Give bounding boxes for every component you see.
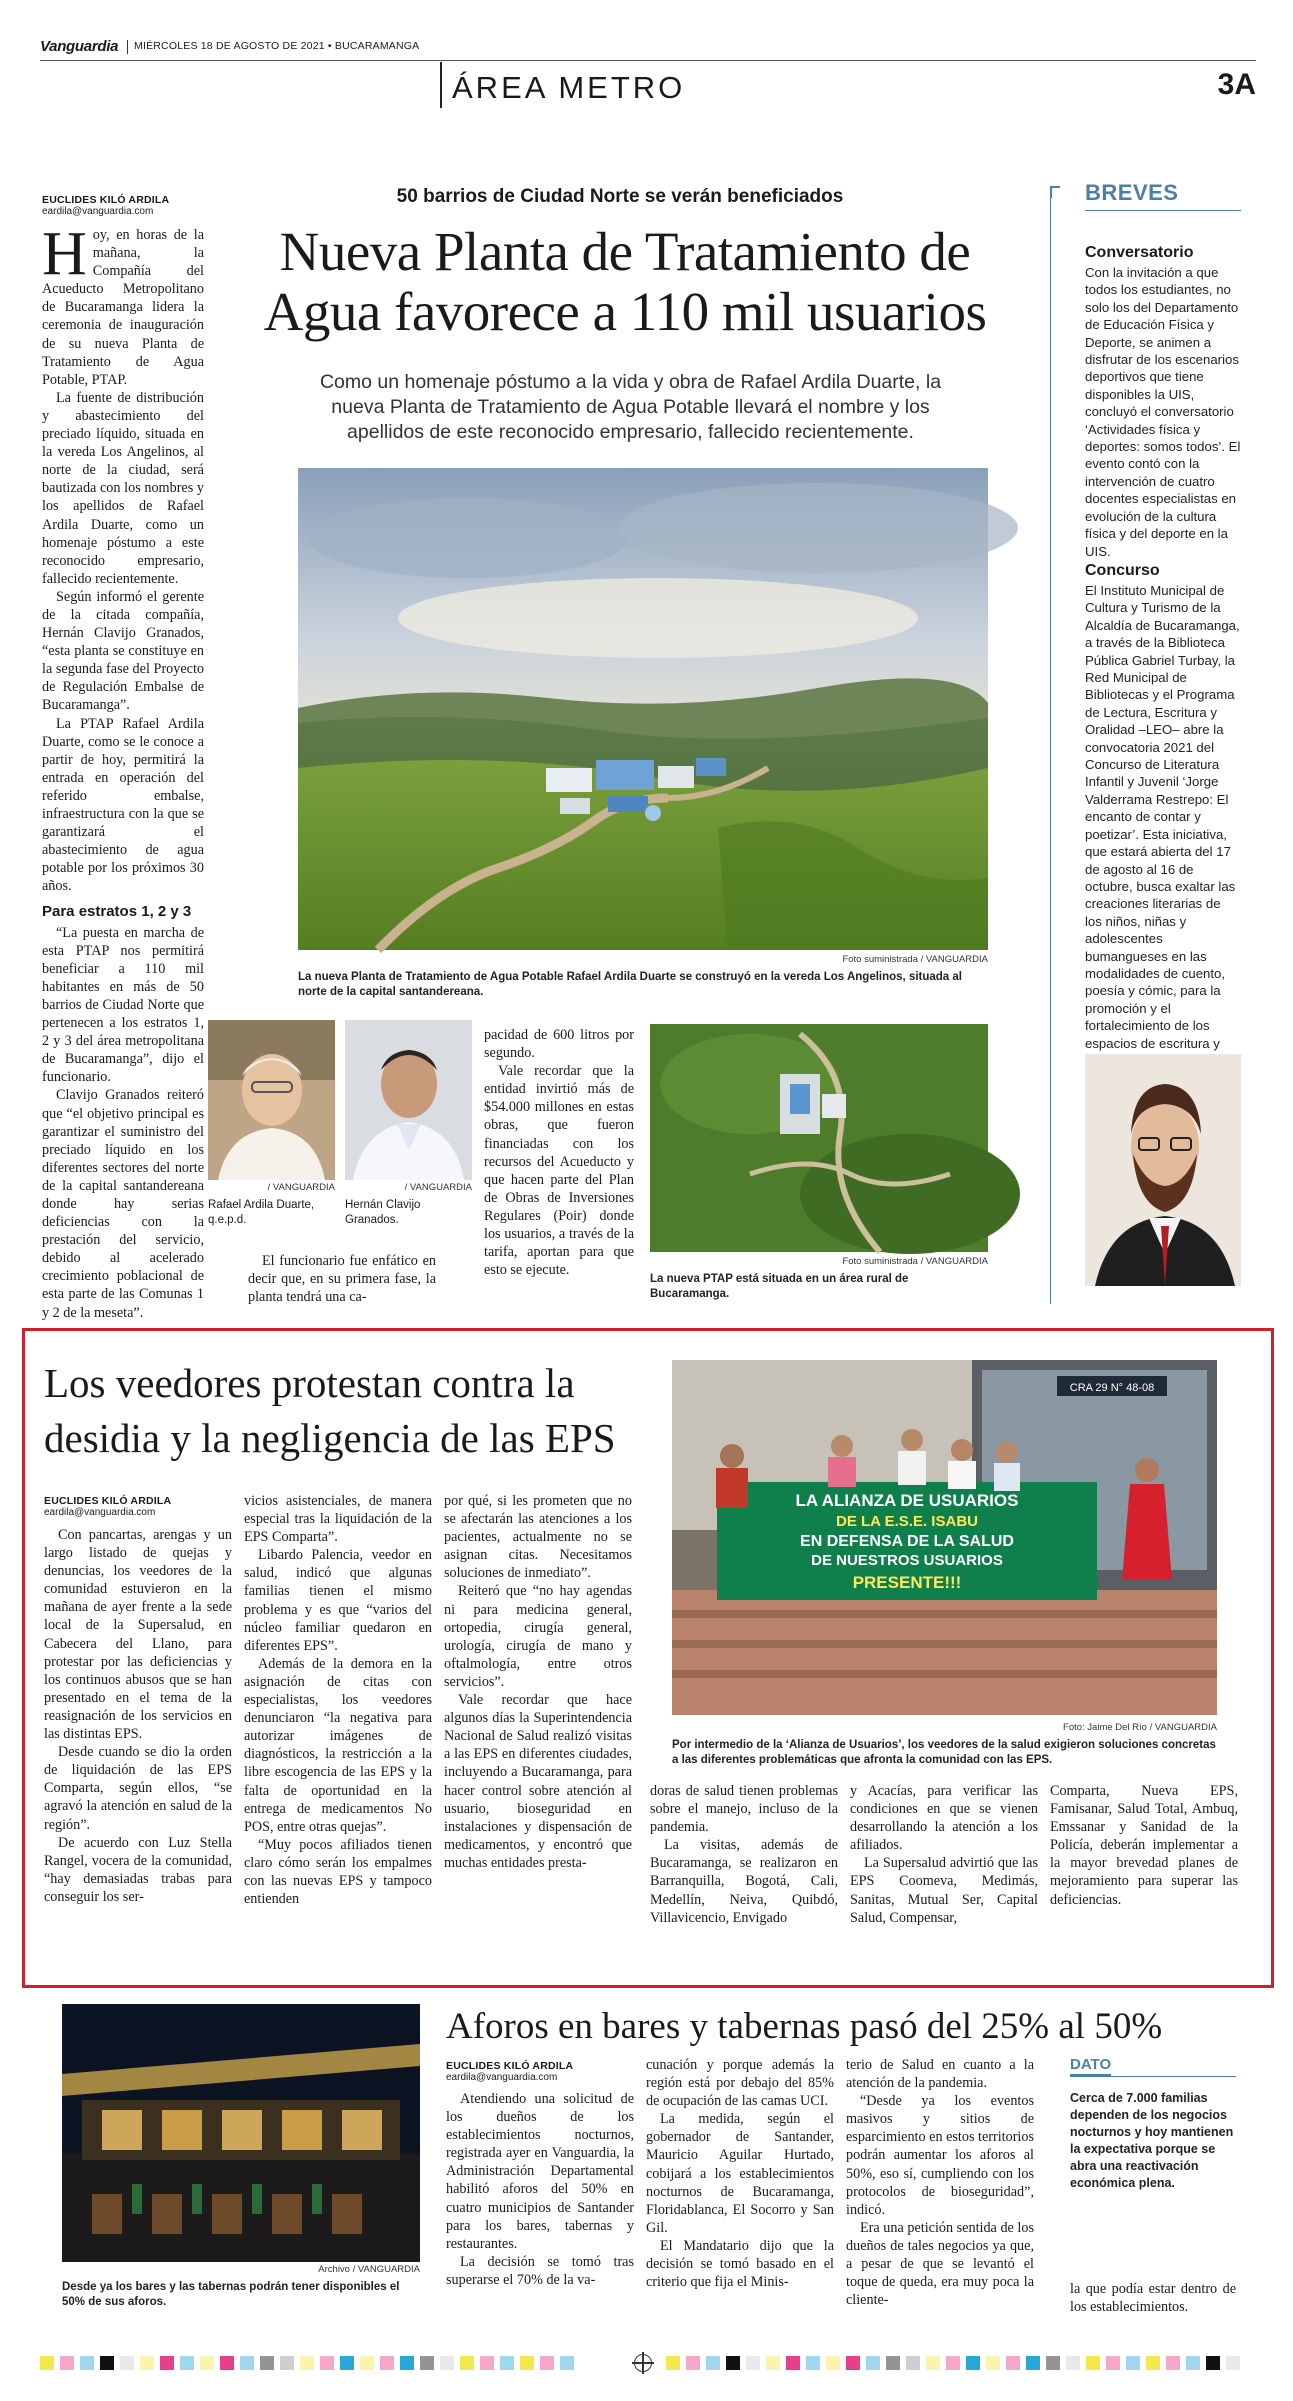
- breves-item-conversatorio: [1085, 244, 1241, 560]
- masthead-rule-h: [40, 60, 1256, 61]
- color-swatch: [300, 2356, 314, 2370]
- veedores-paragraph: Libardo Palencia, veedor en salud, indicó que algunas familias tienen el mismo problema y es que “varios del núcleo familiar quedaron en diferentes EPS”.: [244, 1547, 432, 1654]
- lead-paragraph: oy, en horas de la mañana, la Compañía del Acueducto Metropolitano de Bucaramanga lidera la ceremonia de inauguración de su nueva Planta de Tratamiento de Agua Potable, PTAP.: [42, 227, 204, 388]
- banner-line-5: PRESENTE!!!: [852, 1573, 962, 1592]
- color-swatch: [60, 2356, 74, 2370]
- breves-item-text: Con la invitación a que todos los estudiantes, no solo los del Departamento de Educación Física y Deporte, se animen a disfrutar de los escenarios deportivos que tiene disponibles la UIS, concluyó el conversatorio ‘Actividades física y deportes: somos todos’. El evento contó con la intervención de cuatro docentes especialistas en evolución de la cultura física y del deporte en la UIS.: [1085, 265, 1241, 559]
- breves-portrait-image: [1085, 1054, 1241, 1286]
- byline-name: EUCLIDES KILÓ ARDILA: [42, 194, 170, 206]
- aforos-headline: Aforos en bares y tabernas pasó del 25% al 50%: [446, 2006, 1163, 2047]
- veedores-paragraph: doras de salud tienen problemas sobre el manejo, incluso de la pandemia.: [650, 1783, 838, 1836]
- breves-bracket-top: [1050, 186, 1060, 198]
- aerial-small-image: [650, 1024, 988, 1252]
- aforos-paragraph: la que podía estar dentro de los establecimientos.: [1070, 2281, 1236, 2316]
- veedores-paragraph: Desde cuando se dio la orden de liquidación de las EPS Comparta, según ellos, “se agravó la atención en salud de la región”.: [44, 1744, 232, 1833]
- color-swatch: [926, 2356, 940, 2370]
- headline-line-1: Los veedores protestan contra la: [44, 1360, 575, 1406]
- color-swatch: [1086, 2356, 1100, 2370]
- color-swatch: [1146, 2356, 1160, 2370]
- color-swatch: [200, 2356, 214, 2370]
- veedores-column-2: [244, 1492, 432, 1958]
- veedores-paragraph: Comparta, Nueva EPS, Famisanar, Salud Total, Ambuq, Emssanar y Sanidad de la Policía, deberán implementar a la mayor brevedad planes de mejoramiento para superar las deficiencias.: [1050, 1783, 1238, 1908]
- lead-paragraph: El funcionario fue enfático en decir que, en su primera fase, la planta tendrá una ca-: [248, 1253, 436, 1306]
- aforos-photo-credit: Archivo / VANGUARDIA: [318, 2264, 420, 2275]
- portrait-ardila-image: [208, 1020, 335, 1180]
- lead-paragraph: Según informó el gerente de la citada compañía, Hernán Clavijo Granados, “esta planta se constituye en la segunda fase del Proyecto de Regulación Embalse de Bucaramanga”.: [42, 588, 204, 714]
- color-swatch: [1206, 2356, 1220, 2370]
- lead-paragraph: La fuente de distribución y abastecimiento del preciado líquido, situada en la vereda Los Angelinos, al norte de la ciudad, será bautizada con los nombres y los apellidos de Rafael Ardila Duarte, como un homenaje póstumo a este reconocido empresario, fallecido recientemente.: [42, 389, 204, 587]
- breves-title-underline: [1085, 210, 1241, 211]
- color-swatch: [120, 2356, 134, 2370]
- veedores-photo: [672, 1360, 1217, 1715]
- brand-logo: Vanguardia: [40, 38, 119, 55]
- aforos-photo-caption: Desde ya los bares y las tabernas podrán tener disponibles el 50% de sus aforos.: [62, 2281, 400, 2308]
- color-swatch: [906, 2356, 920, 2370]
- color-swatch: [666, 2356, 680, 2370]
- color-swatch: [220, 2356, 234, 2370]
- veedores-paragraph: Reiteró que “no hay agendas ni para medicina general, ortopedia, cirugía general, urología, cirugía de mano y oftalmología, entre otros servicios”.: [444, 1583, 632, 1690]
- veedores-paragraph: vicios asistenciales, de manera especial tras la liquidación de la EPS Comparta”.: [244, 1493, 432, 1546]
- color-swatch: [160, 2356, 174, 2370]
- lead-paragraph: La PTAP Rafael Ardila Duarte, como se le conoce a partir de hoy, permitirá la entrada en operación del referido embalse, infraestructura con la que se garantizará el abastecimiento de agua potable por los próximos 30 años.: [42, 715, 204, 895]
- protest-image: [672, 1360, 1217, 1715]
- color-swatch: [946, 2356, 960, 2370]
- lead-paragraph: “La puesta en marcha de esta PTAP nos permitirá beneficiar a 110 mil habitantes en más de 50 barrios de Ciudad Norte que pertenecen a los estratos 1, 2 y 3 del área metropolitana de Bucaramanga”, dijo el funcionario.: [42, 924, 204, 1086]
- veedores-paragraph: Además de la demora en la asignación de citas con especialistas, los veedores denunciaron “la negativa para autorizar imágenes de diagnósticos, la restricción a la libre escogencia de las EPS y la falta de oportunidad en la entrega de medicamentos No POS, entre otras quejas”.: [244, 1655, 432, 1835]
- veedores-column-3: [444, 1492, 632, 1958]
- color-swatch: [540, 2356, 554, 2370]
- aforos-paragraph: La medida, según el gobernador de Santander, Mauricio Aguilar Hurtado, cobijará a los establecimientos nocturnos de Bucaramanga, Floridablanca, El Socorro y San Gil.: [646, 2111, 834, 2236]
- veedores-paragraph: Vale recordar que hace algunos días la Superintendencia Nacional de Salud realizó visitas a las EPS en diferentes ciudades, incluyendo a Bucaramanga, para hacer control sobre atención al usuario, bioseguridad en instalaciones y dispensación de medicamentos, y encontró que muchas entidades presta-: [444, 1692, 632, 1871]
- color-swatch: [706, 2356, 720, 2370]
- color-swatch: [400, 2356, 414, 2370]
- color-swatch: [560, 2356, 574, 2370]
- veedores-paragraph: De acuerdo con Luz Stella Rangel, vocera de la comunidad, “hay demasiadas trabas para conseguir los ser-: [44, 1834, 232, 1905]
- color-swatch: [360, 2356, 374, 2370]
- color-swatch: [420, 2356, 434, 2370]
- color-swatch: [480, 2356, 494, 2370]
- lead-paragraph: Vale recordar que la entidad invirtió más de $54.000 millones en estas obras, que fueron financiadas con los recursos del Acueducto y que hacen parte del Plan de Obras de Inversiones Regulares (Poir) donde los usuarios, a través de la tarifa, aportan para que esto se ejecute.: [484, 1063, 634, 1279]
- lead-deck: Como un homenaje póstumo a la vida y obra de Rafael Ardila Duarte, la nueva Planta de Tratamiento de Agua Potable llevará el nombre y los apellidos de este reconocido empresario, fallecido recientemente.: [319, 371, 942, 443]
- dato-rule: [1070, 2076, 1236, 2077]
- color-swatch: [806, 2356, 820, 2370]
- breves-item-text: El Instituto Municipal de Cultura y Turismo de la Alcaldía de Bucaramanga, a través de la Biblioteca Pública Gabriel Turbay, la Red Municipal de Bibliotecas y el Programa de Lectura, Escritura y Oralidad –LEO– abre la convocatoria 2021 del Concurso de Literatura Infantil y Juvenil ‘Jorge Valderrama Restrepo: El encanto de contar y poetizar’. Esta iniciativa, que estará abierta del 17 de agosto al 16 de octubre, busca exaltar las creaciones literarias de los niños, niñas y adolescentes bumangueses en las modalidades de cuento, poesía y cómic, para la promoción y el fortalecimiento de los espacios de escritura y: [1085, 583, 1240, 1051]
- lead-small-photo: [650, 1024, 988, 1252]
- color-swatch: [1046, 2356, 1060, 2370]
- color-swatch: [440, 2356, 454, 2370]
- portrait-ardila-credit: / VANGUARDIA: [267, 1182, 335, 1193]
- veedores-paragraph: por qué, si les prometen que no se afectarán las atenciones a los pacientes, actualmente no se asignan citas. Necesitamos soluciones de inmediato”.: [444, 1493, 632, 1582]
- color-swatch: [966, 2356, 980, 2370]
- veedores-column-6: [1050, 1782, 1238, 1958]
- color-swatch: [180, 2356, 194, 2370]
- dato-title: DATO: [1070, 2056, 1111, 2076]
- aforos-paragraph: Atendiendo una solicitud de los dueños de los establecimientos nocturnos, registrada ayer en Vanguardia, la Administración Departamental habilitó aforos del 50% en cuatro municipios de Santander para los bares, tabernas y restaurantes.: [446, 2091, 634, 2252]
- banner-line-2: DE LA E.S.E. ISABU: [836, 1513, 978, 1530]
- portrait-clavijo-caption: Hernán Clavijo Granados.: [345, 1199, 421, 1226]
- aforos-photo: [62, 2004, 420, 2262]
- byline-email: eardila@vanguardia.com: [42, 206, 154, 217]
- veedores-photo-caption: Por intermedio de la ‘Alianza de Usuarios’, los veedores de la salud exigieron soluciones concretas a las diferentes problemáticas que afronta la comunidad con las EPS.: [672, 1739, 1216, 1766]
- veedores-paragraph: La Supersalud advirtió que las EPS Coomeva, Medimás, Sanitas, Mutual Ser, Capital Salud, Compensar,: [850, 1855, 1038, 1926]
- headline-line-1: Nueva Planta de Tratamiento de: [279, 221, 971, 282]
- color-swatch: [1166, 2356, 1180, 2370]
- banner-line-4: DE NUESTROS USUARIOS: [811, 1552, 1003, 1569]
- registration-mark-icon-cross: [632, 2362, 654, 2364]
- veedores-column-1: [44, 1526, 232, 1956]
- lead-column-3: [484, 1026, 634, 1316]
- veedores-headline: [44, 1356, 684, 1466]
- color-swatch: [500, 2356, 514, 2370]
- page-number: 3A: [1217, 68, 1256, 101]
- aforos-column-4: [1070, 2280, 1236, 2320]
- veedores-column-4: [650, 1782, 838, 1958]
- color-swatch: [320, 2356, 334, 2370]
- color-swatch: [846, 2356, 860, 2370]
- color-swatch: [1126, 2356, 1140, 2370]
- color-swatch: [1066, 2356, 1080, 2370]
- color-swatch: [746, 2356, 760, 2370]
- aforos-column-3: [846, 2056, 1034, 2316]
- color-swatch: [80, 2356, 94, 2370]
- color-swatch: [280, 2356, 294, 2370]
- color-swatch: [986, 2356, 1000, 2370]
- color-swatch: [240, 2356, 254, 2370]
- color-swatches-right: [666, 2356, 1256, 2370]
- lead-paragraph: Clavijo Granados reiteró que “el objetivo principal es garantizar el suministro del preciado líquido en los diferentes sectores del norte de la capital santandereana donde hay serias deficiencias con la prestación del servicio, debido al acelerado crecimiento poblacional de esta parte de las Comunas 1 y 2 de la meseta”.: [42, 1087, 204, 1321]
- banner-line-1: LA ALIANZA DE USUARIOS: [795, 1491, 1019, 1510]
- aforos-column-2: [646, 2056, 834, 2316]
- color-swatch: [40, 2356, 54, 2370]
- color-swatch: [380, 2356, 394, 2370]
- breves-title: BREVES: [1085, 180, 1179, 205]
- aforos-column-1: [446, 2090, 634, 2316]
- lead-byline: [42, 194, 192, 218]
- color-swatch: [260, 2356, 274, 2370]
- byline-name: EUCLIDES KILÓ ARDILA: [44, 1495, 172, 1507]
- aforos-paragraph: La decisión se tomó tras superarse el 70% de la va-: [446, 2253, 634, 2288]
- lead-photo-credit: Foto suministrada / VANGUARDIA: [842, 954, 988, 965]
- banner-line-3: EN DEFENSA DE LA SALUD: [800, 1533, 1014, 1550]
- color-swatch: [786, 2356, 800, 2370]
- portrait-clavijo-credit: / VANGUARDIA: [404, 1182, 472, 1193]
- street-sign-text: CRA 29 N° 48-08: [1069, 1382, 1155, 1394]
- bar-night-image: [62, 2004, 420, 2262]
- color-swatches-left: [40, 2356, 580, 2370]
- color-swatch: [866, 2356, 880, 2370]
- dateline: MIÉRCOLES 18 DE AGOSTO DE 2021 • BUCARAMANGA: [134, 40, 420, 52]
- lead-kicker: 50 barrios de Ciudad Norte se verán beneficiados: [396, 186, 844, 207]
- color-swatch: [460, 2356, 474, 2370]
- breves-portrait: [1085, 1054, 1241, 1286]
- color-swatch: [826, 2356, 840, 2370]
- veedores-byline: [44, 1495, 194, 1519]
- aforos-paragraph: El Mandatario dijo que la decisión se tomó basado en el criterio que fija el Minis-: [646, 2237, 834, 2291]
- lead-column-1: [42, 220, 204, 1321]
- color-swatch: [766, 2356, 780, 2370]
- aforos-paragraph: Era una petición sentida de los dueños de tales negocios ya que, a pesar de que se levantó el toque de queda, era muy poca la cliente-: [846, 2219, 1034, 2309]
- veedores-paragraph: “Muy pocos afiliados tienen claro cómo serán los empalmes con las nuevas EPS y tampoco entienden: [244, 1836, 432, 1908]
- breves-rule: [1050, 196, 1051, 1304]
- dato-text: Cerca de 7.000 familias dependen de los negocios nocturnos y hoy mantienen la expectativa porque se abra una reactivación económica plena.: [1070, 2091, 1234, 2190]
- dropcap: H: [42, 220, 87, 288]
- veedores-paragraph: La visitas, además de Bucaramanga, se realizaron en Barranquilla, Bogotá, Cali, Medellín, Neiva, Quibdó, Villavicencio, Envigado: [650, 1837, 838, 1926]
- color-swatch: [1106, 2356, 1120, 2370]
- color-swatch: [340, 2356, 354, 2370]
- section-title: ÁREA METRO: [452, 70, 686, 105]
- lead-main-photo: [298, 468, 988, 950]
- color-swatch: [140, 2356, 154, 2370]
- color-swatch: [520, 2356, 534, 2370]
- portrait-ardila-caption: Rafael Ardila Duarte, q.e.p.d.: [208, 1199, 315, 1226]
- veedores-photo-credit: Foto: Jaime Del Río / VANGUARDIA: [1063, 1722, 1217, 1733]
- lead-small-photo-credit: Foto suministrada / VANGUARDIA: [842, 1256, 988, 1267]
- lead-headline: [215, 222, 1035, 342]
- veedores-column-5: [850, 1782, 1038, 1958]
- breves-item-title: Concurso: [1085, 562, 1160, 579]
- headline-line-2: Agua favorece a 110 mil usuarios: [263, 281, 987, 342]
- aforos-paragraph: cunación y porque además la región está por debajo del 85% de ocupación de las camas UCI.: [646, 2057, 834, 2110]
- color-swatch: [100, 2356, 114, 2370]
- color-swatch: [1186, 2356, 1200, 2370]
- headline-line-2: desidia y la negligencia de las EPS: [44, 1415, 616, 1461]
- color-swatch: [886, 2356, 900, 2370]
- veedores-paragraph: Con pancartas, arengas y un largo listado de quejas y denuncias, los veedores de la comunidad estuvieron en la mañana de ayer frente a la sede local de la Supersalud, en Cabecera del Llano, para protestar por las deficiencias y los continuos abusos que se han presentado en el tema de la reasignación de los servicios en las distintas EPS.: [44, 1527, 232, 1743]
- aerial-plant-image: [298, 468, 988, 950]
- section-divider: [440, 62, 442, 108]
- color-swatch: [1026, 2356, 1040, 2370]
- color-swatch: [1006, 2356, 1020, 2370]
- veedores-paragraph: y Acacías, para verificar las condiciones en que se vienen desarrollando la atención a los afiliados.: [850, 1783, 1038, 1854]
- color-swatch: [686, 2356, 700, 2370]
- masthead: [40, 36, 1256, 116]
- aforos-byline: [446, 2060, 616, 2084]
- portrait-clavijo-image: [345, 1020, 472, 1180]
- masthead-rule-v: [127, 40, 128, 54]
- lead-small-photo-caption: La nueva PTAP está situada en un área rural de Bucaramanga.: [650, 1273, 909, 1300]
- dato-box: [1070, 2056, 1236, 2192]
- byline-email: eardila@vanguardia.com: [44, 1507, 156, 1518]
- breves-item-concurso: [1085, 562, 1241, 1087]
- portrait-ardila: [208, 1020, 335, 1180]
- breves-item-title: Conversatorio: [1085, 244, 1194, 261]
- lead-photo-caption: La nueva Planta de Tratamiento de Agua Potable Rafael Ardila Duarte se construyó en la vereda Los Angelinos, situada al norte de la capital santandereana.: [298, 971, 962, 998]
- aforos-paragraph: terio de Salud en cuanto a la atención de la pandemia.: [846, 2057, 1034, 2092]
- color-swatch: [726, 2356, 740, 2370]
- byline-email: eardila@vanguardia.com: [446, 2072, 558, 2083]
- lead-paragraph: pacidad de 600 litros por segundo.: [484, 1027, 634, 1062]
- aforos-paragraph: “Desde ya los eventos masivos y sitios de esparcimiento en estos territorios podrán aumentar los aforos al 50%, eso sí, cumpliendo con los protocolos de bioseguridad”, indicó.: [846, 2093, 1034, 2218]
- lead-column-2: [248, 1252, 436, 1314]
- portrait-clavijo: [345, 1020, 472, 1180]
- byline-name: EUCLIDES KILÓ ARDILA: [446, 2060, 574, 2072]
- lead-subhead: Para estratos 1, 2 y 3: [42, 903, 192, 921]
- color-swatch: [1226, 2356, 1240, 2370]
